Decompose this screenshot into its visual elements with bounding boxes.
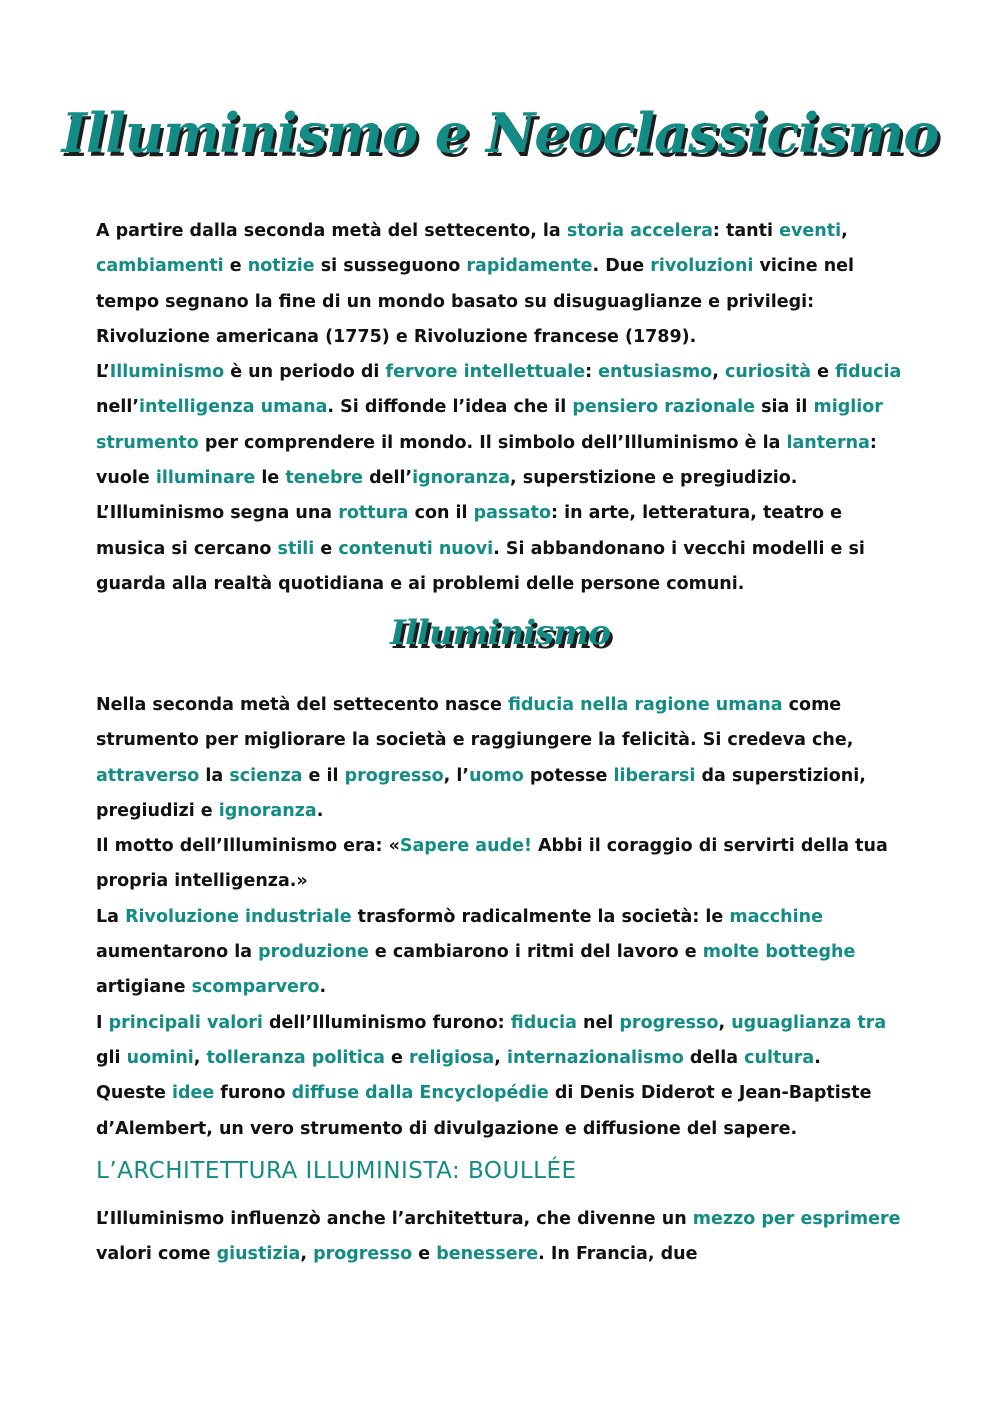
text-run: , [718,1012,732,1033]
text-run: nell’ [96,397,139,418]
text-run: da superstizioni, pregiudizi e [96,765,866,821]
highlighted-term: Illuminismo [109,362,225,383]
section-title-illuminismo: Illuminismo [390,613,610,653]
highlighted-term: rapidamente [466,256,593,277]
text-run: , [712,362,725,383]
text-run: è un periodo di [224,362,386,383]
highlighted-term: mezzo per esprimere [692,1209,901,1229]
highlighted-term: uguaglianza tra [731,1012,887,1033]
architecture-heading: L’ARCHITETTURA ILLUMINISTA: BOULLÉE [96,1158,577,1184]
text-run: : [585,362,599,383]
highlighted-term: rivoluzioni [650,256,754,277]
text-run: e [314,538,339,559]
highlighted-term: stili [277,538,315,559]
highlighted-term: fervore intellettuale [385,362,586,383]
text-run: . Due [592,256,651,277]
highlighted-term: contenuti nuovi [338,538,494,559]
text-run: La [96,906,126,927]
highlighted-term: liberarsi [613,765,696,786]
highlighted-term: molte botteghe [702,942,856,963]
text-run: dell’ [362,468,413,489]
highlighted-term: tenebre [285,468,363,489]
text-run: . Si diffonde l’idea che il [327,397,573,418]
highlighted-term: uomini [126,1047,194,1068]
text-run: Nella seconda metà del settecento nasce [96,695,508,715]
highlighted-term: scienza [229,765,303,786]
highlighted-term: fiducia [835,362,902,383]
highlighted-term: pensiero razionale [572,397,755,418]
highlighted-term: principali valori [108,1012,263,1033]
text-run: sia il [755,397,814,418]
text-run: valori come [96,1244,217,1265]
text-run: e [412,1244,437,1265]
text-run: artigiane [96,977,192,998]
highlighted-term: progresso [344,765,444,786]
text-run: potesse [523,765,614,786]
text-run: le [255,468,286,489]
text-run: trasformò radicalmente la società: le [351,906,730,927]
text-run: A partire dalla seconda metà del settecento, la [96,221,567,241]
text-run: , l’ [443,765,470,786]
highlighted-term: tolleranza politica [206,1047,385,1068]
text-run: Abbi il coraggio di servirti della tua propria intelligenza.» [96,836,888,892]
highlighted-term: eventi [779,221,842,241]
text-run: gli [96,1047,127,1068]
page-title: Illuminismo e Neoclassicismo [61,101,939,165]
text-run: : vuole [96,432,877,489]
text-run: . [316,800,324,821]
highlighted-term: miglior strumento [96,397,883,453]
text-run: di Denis Diderot e Jean-Baptiste d’Alembert, un vero strumento di divulgazione e diffusione del sapere. [96,1083,872,1139]
highlighted-term: progresso [313,1244,413,1265]
text-run: aumentarono la [96,942,259,963]
text-run: per comprendere il mondo. Il simbolo dell’Illuminismo è la [198,432,787,453]
highlighted-term: giustizia [216,1244,301,1265]
text-run: , [841,221,848,241]
text-run: : tanti [712,221,780,241]
highlighted-term: idee [171,1083,215,1104]
text-run: : in arte, letteratura, teatro e musica si cercano [96,503,843,559]
architecture-paragraph [96,1202,908,1273]
highlighted-term: attraverso [96,765,200,786]
text-run: e il [302,765,345,786]
highlighted-term: curiosità [724,362,812,383]
text-run: e [223,256,248,277]
highlighted-term: Sapere aude! [399,836,532,857]
text-run: con il [408,503,474,524]
highlighted-term: uomo [469,765,524,786]
text-run: e [384,1047,409,1068]
text-run: . [814,1047,821,1068]
text-run: nel [576,1012,620,1033]
text-run: L’Illuminismo influenzò anche l’architettura, che divenne un [96,1209,693,1229]
highlighted-term: rottura [338,503,409,524]
highlighted-term: intelligenza umana [138,397,328,418]
highlighted-term: progresso [619,1012,719,1033]
text-run: la [199,765,230,786]
text-run: e [811,362,836,383]
text-run: come strumento per migliorare la società e raggiungere la felicità. Si credeva che, [96,695,854,751]
text-run: si susseguono [314,256,467,277]
text-run: . Si abbandonano i vecchi modelli e si guarda alla realtà quotidiana e ai problemi delle persone comuni. [96,538,865,594]
highlighted-term: entusiasmo [598,362,713,383]
highlighted-term: cambiamenti [96,256,224,277]
highlighted-term: ignoranza [412,468,511,489]
text-run: . In Francia, due [538,1244,698,1265]
highlighted-term: storia accelera [566,221,713,241]
highlighted-term: notizie [247,256,315,277]
text-run: , [193,1047,207,1068]
highlighted-term: benessere [436,1244,539,1265]
highlighted-term: internazionalismo [506,1047,684,1068]
illuminismo-paragraph [96,688,908,1147]
text-run: dell’Illuminismo furono: [262,1012,511,1033]
intro-paragraph [96,214,908,602]
text-run: L’ [96,362,110,383]
text-run: , superstizione e pregiudizio. [510,468,798,489]
text-run: vicine nel tempo segnano la fine di un mondo basato su disuguaglianze e privilegi: Rivoluzione americana (1775) e Rivoluzione francese (1789). [96,256,855,347]
text-run: L’Illuminismo segna una [96,503,339,524]
text-run: Queste [96,1083,172,1104]
highlighted-term: ignoranza [218,800,317,821]
highlighted-term: passato [473,503,552,524]
text-run: furono [214,1083,292,1104]
highlighted-term: fiducia [510,1012,577,1033]
highlighted-term: scomparvero [191,977,320,998]
highlighted-term: Rivoluzione industriale [125,906,352,927]
text-run: Il motto dell’Illuminismo era: « [96,836,400,857]
text-run: , [300,1244,314,1265]
highlighted-term: macchine [729,906,823,927]
highlighted-term: religiosa [408,1047,495,1068]
text-run: I [96,1012,109,1033]
highlighted-term: lanterna [786,432,870,453]
text-run: e cambiarono i ritmi del lavoro e [368,942,703,963]
highlighted-term: illuminare [155,468,256,489]
highlighted-term: fiducia nella ragione umana [507,695,783,715]
highlighted-term: cultura [744,1047,815,1068]
text-run: . [319,977,327,998]
text-run: , [494,1047,507,1068]
text-run: della [683,1047,745,1068]
highlighted-term: diffuse dalla Encyclopédie [291,1083,549,1104]
highlighted-term: produzione [258,942,369,963]
